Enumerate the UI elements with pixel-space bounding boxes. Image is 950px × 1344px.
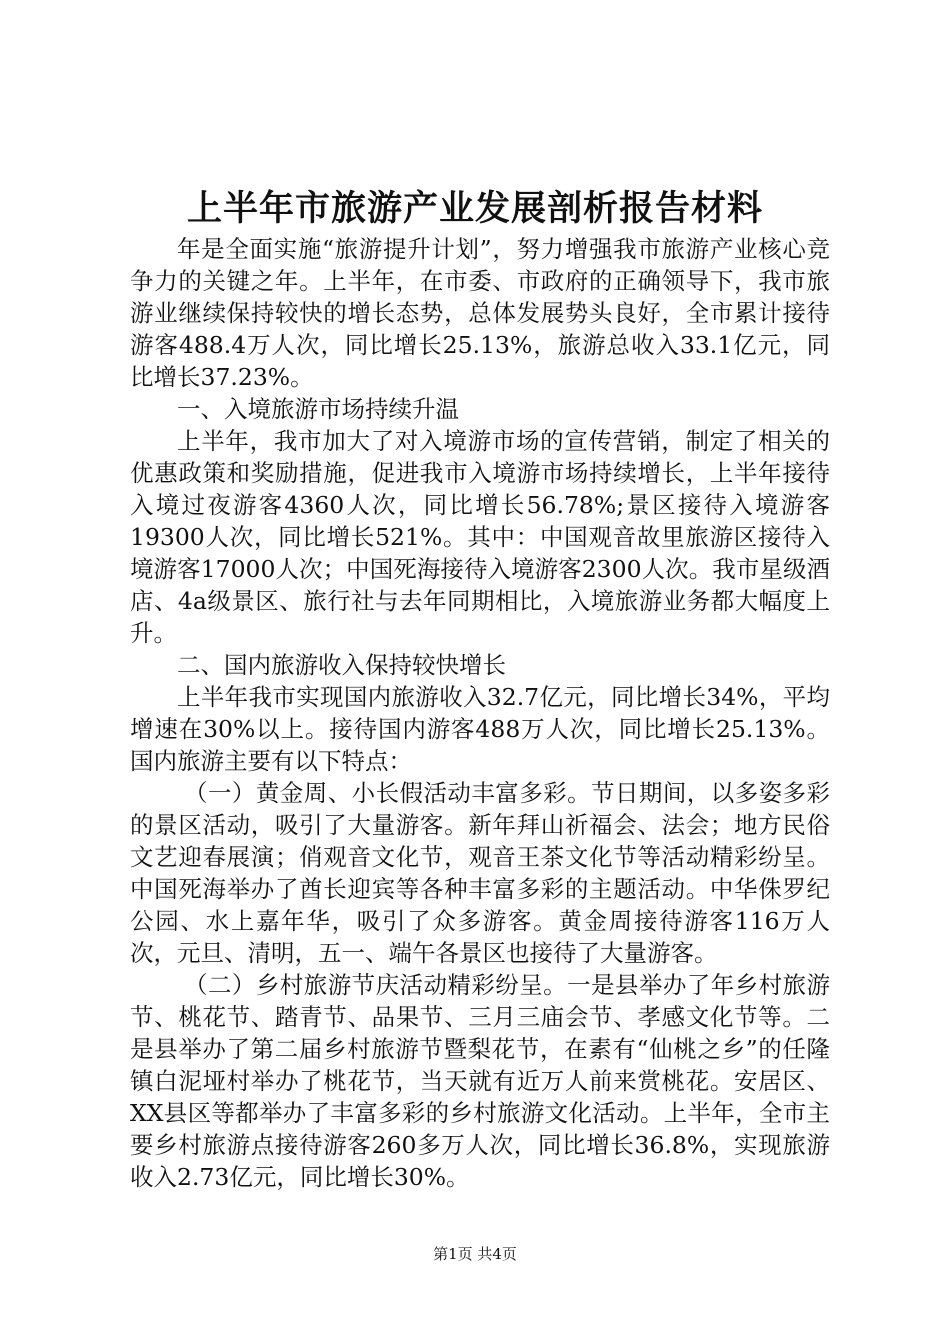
paragraph-intro: 年是全面实施“旅游提升计划”，努力增强我市旅游产业核心竞争力的关键之年。上半年，在市委、市政府的正确领导下，我市旅游业继续保持较快的增长态势，总体发展势头良好，全市累计接待游客488.4万人次，同比增长25.13%，旅游总收入33.1亿元，同比增长37.23%。 [130, 235, 830, 391]
paragraph-inbound: 上半年，我市加大了对入境游市场的宣传营销，制定了相关的优惠政策和奖励措施，促进我市入境游市场持续增长，上半年接待入境过夜游客4360人次，同比增长56.78%;景区接待入境游客19300人次，同比增长521%。其中：中国观音故里旅游区接待入境游客17000人次；中国死海接待入境游客2300人次。我市星级酒店、4a级景区、旅行社与去年同期相比，入境旅游业务都大幅度上升。 [130, 427, 830, 647]
page-number: 第1页 共4页 [433, 1245, 517, 1263]
paragraph-holidays: （一）黄金周、小长假活动丰富多彩。节日期间，以多姿多彩的景区活动，吸引了大量游客。新年拜山祈福会、法会；地方民俗文艺迎春展演；俏观音文化节，观音王茶文化节等活动精彩纷呈。中国死海举办了酋长迎宾等各种丰富多彩的主题活动。中华侏罗纪公园、水上嘉年华，吸引了众多游客。黄金周接待游客116万人次，元旦、清明，五一、端午各景区也接待了大量游客。 [130, 779, 830, 967]
document-title: 上半年市旅游产业发展剖析报告材料 [186, 188, 763, 229]
document-body [130, 233, 830, 1193]
paragraph-rural-tourism: （二）乡村旅游节庆活动精彩纷呈。一是县举办了年乡村旅游节、桃花节、踏青节、品果节、三月三庙会节、孝感文化节等。二是县举办了第二届乡村旅游节暨梨花节，在素有“仙桃之乡”的任隆镇白泥垭村举办了桃花节，当天就有近万人前来赏桃花。安居区、XX县区等都举办了丰富多彩的乡村旅游文化活动。上半年，全市主要乡村旅游点接待游客260多万人次，同比增长36.8%，实现旅游收入2.73亿元，同比增长30%。 [130, 971, 830, 1191]
paragraph-domestic: 上半年我市实现国内旅游收入32.7亿元，同比增长34%，平均增速在30%以上。接待国内游客488万人次，同比增长25.13%。国内旅游主要有以下特点： [130, 683, 830, 775]
section-heading-inbound: 一、入境旅游市场持续升温 [177, 395, 459, 423]
section-heading-domestic: 二、国内旅游收入保持较快增长 [177, 651, 506, 679]
